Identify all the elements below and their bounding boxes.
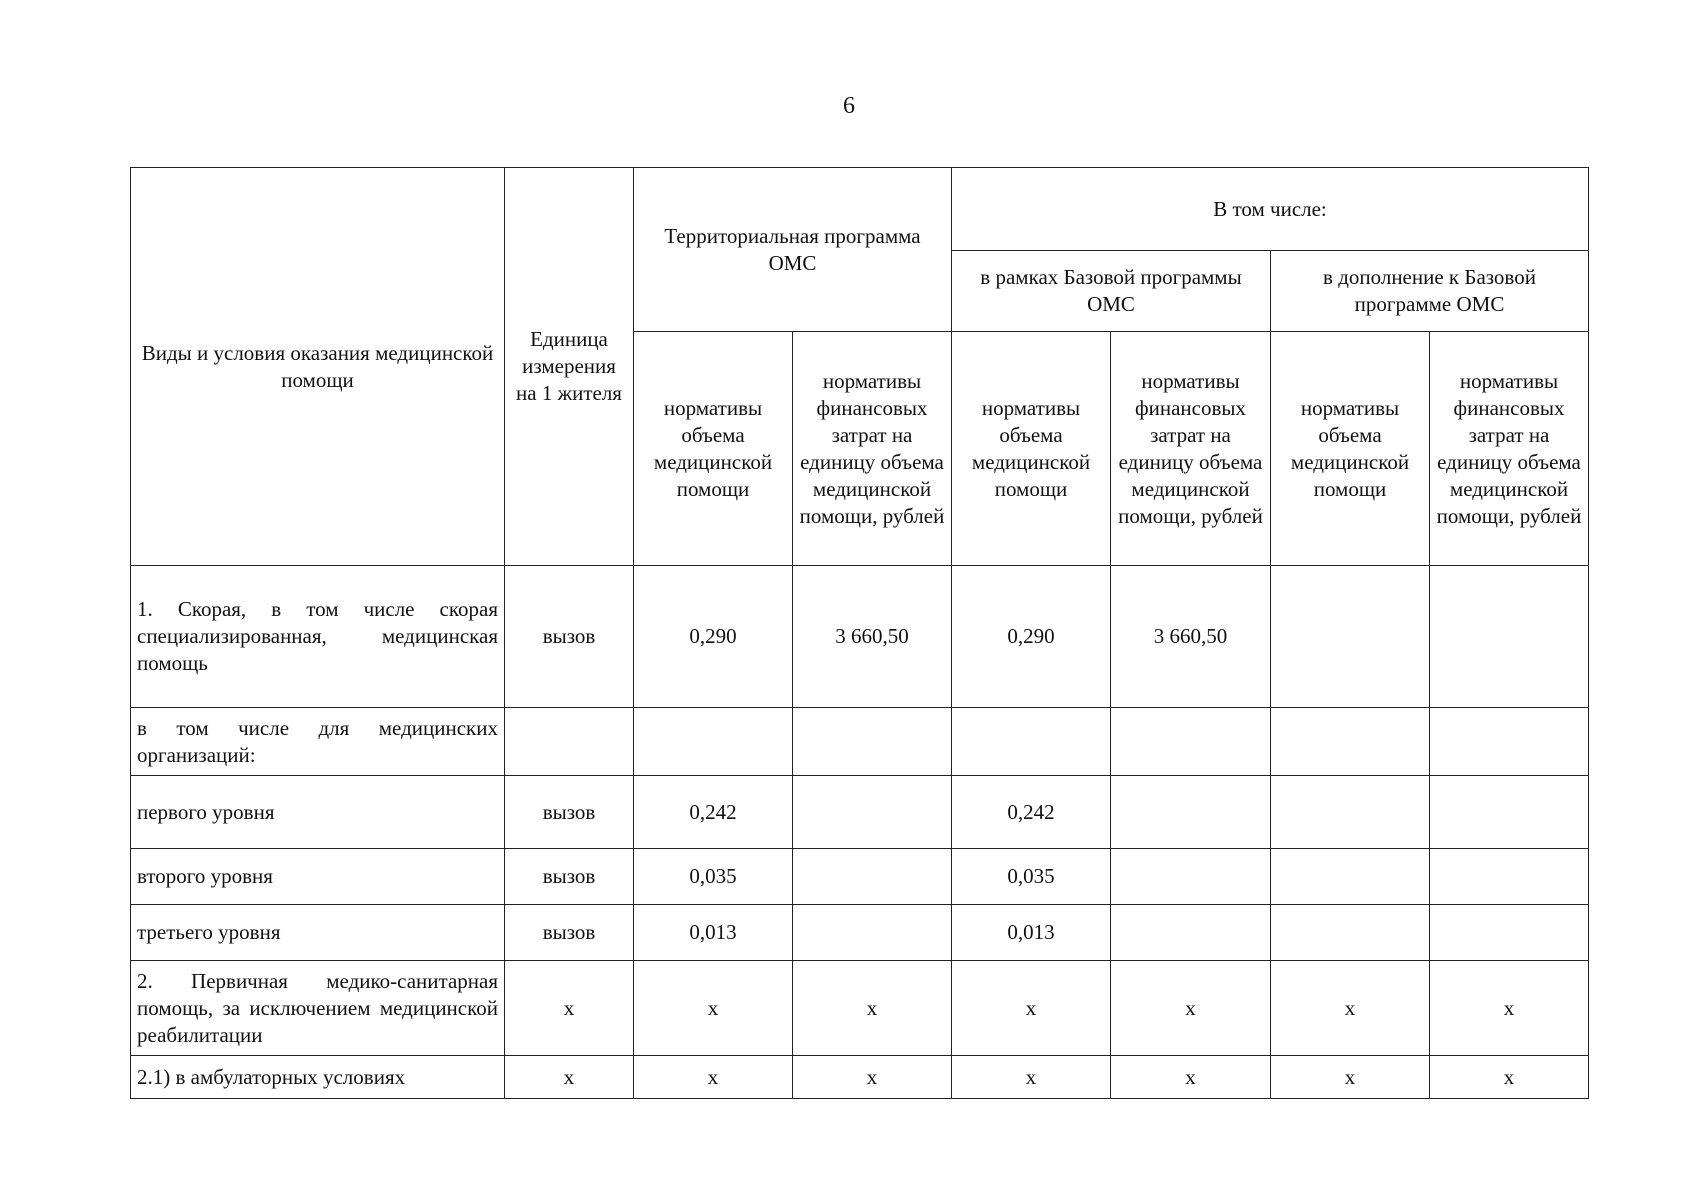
table-row-outpatient	[131, 1056, 1589, 1099]
row-add-volume	[1271, 776, 1430, 849]
row-label: 2.1) в амбулаторных условиях	[131, 1056, 505, 1099]
row-tp-cost	[793, 708, 952, 776]
row-tp-volume: 0,035	[634, 849, 793, 905]
row-base-volume: 0,290	[952, 566, 1111, 708]
row-base-volume: х	[952, 961, 1111, 1056]
row-unit: вызов	[505, 905, 634, 961]
row-tp-volume: 0,242	[634, 776, 793, 849]
row-tp-cost	[793, 849, 952, 905]
row-label: второго уровня	[131, 849, 505, 905]
row-add-volume	[1271, 566, 1430, 708]
row-base-cost: х	[1111, 961, 1271, 1056]
row-label: третьего уровня	[131, 905, 505, 961]
table-row-including-organizations	[131, 708, 1589, 776]
row-tp-cost: 3 660,50	[793, 566, 952, 708]
row-add-cost	[1430, 776, 1589, 849]
header-types-conditions: Виды и условия оказания медицинской помощи	[131, 168, 505, 566]
header-addition-base-program: в дополнение к Базовой программе ОМС	[1271, 251, 1589, 332]
table-row-second-level	[131, 849, 1589, 905]
row-unit: вызов	[505, 776, 634, 849]
header-unit: Единица измерения на 1 жителя	[505, 168, 634, 566]
row-unit: вызов	[505, 849, 634, 905]
row-base-cost	[1111, 708, 1271, 776]
row-base-volume	[952, 708, 1111, 776]
row-tp-cost	[793, 776, 952, 849]
row-add-cost	[1430, 905, 1589, 961]
row-base-volume: 0,013	[952, 905, 1111, 961]
row-add-cost: х	[1430, 1056, 1589, 1099]
row-label: первого уровня	[131, 776, 505, 849]
row-label: 1. Скорая, в том числе скорая специализированная, медицинская помощь	[131, 566, 505, 708]
header-tp-volume-norm: нормативы объема медицинской помощи	[634, 332, 793, 566]
table-row-third-level	[131, 905, 1589, 961]
row-add-cost	[1430, 566, 1589, 708]
row-add-cost	[1430, 849, 1589, 905]
row-base-cost: 3 660,50	[1111, 566, 1271, 708]
row-base-volume: х	[952, 1056, 1111, 1099]
row-add-volume	[1271, 849, 1430, 905]
row-tp-volume	[634, 708, 793, 776]
row-unit	[505, 708, 634, 776]
row-tp-cost	[793, 905, 952, 961]
row-base-cost: х	[1111, 1056, 1271, 1099]
row-base-cost	[1111, 905, 1271, 961]
row-tp-cost: х	[793, 961, 952, 1056]
row-add-volume: х	[1271, 961, 1430, 1056]
header-within-base-program: в рамках Базовой программы ОМС	[952, 251, 1271, 332]
row-unit: х	[505, 961, 634, 1056]
header-add-volume-norm: нормативы объема медицинской помощи	[1271, 332, 1430, 566]
header-base-volume-norm: нормативы объема медицинской помощи	[952, 332, 1111, 566]
row-add-cost: х	[1430, 961, 1589, 1056]
row-add-volume: х	[1271, 1056, 1430, 1099]
header-tp-cost-norm: нормативы финансовых затрат на единицу объема медицинской помощи, рублей	[793, 332, 952, 566]
row-tp-volume: х	[634, 1056, 793, 1099]
table-row-first-level	[131, 776, 1589, 849]
header-add-cost-norm: нормативы финансовых затрат на единицу объема медицинской помощи, рублей	[1430, 332, 1589, 566]
table-row-emergency-care	[131, 566, 1589, 708]
row-add-volume	[1271, 905, 1430, 961]
row-tp-volume: х	[634, 961, 793, 1056]
row-tp-volume: 0,290	[634, 566, 793, 708]
row-label: в том числе для медицинских организаций:	[131, 708, 505, 776]
row-add-volume	[1271, 708, 1430, 776]
row-unit: х	[505, 1056, 634, 1099]
row-tp-cost: х	[793, 1056, 952, 1099]
header-territorial-program: Территориальная программа ОМС	[634, 168, 952, 332]
row-base-volume: 0,035	[952, 849, 1111, 905]
row-unit: вызов	[505, 566, 634, 708]
row-base-cost	[1111, 776, 1271, 849]
row-tp-volume: 0,013	[634, 905, 793, 961]
page-number: 6	[843, 93, 855, 119]
row-add-cost	[1430, 708, 1589, 776]
row-base-volume: 0,242	[952, 776, 1111, 849]
table-row-primary-care	[131, 961, 1589, 1056]
medical-care-norms-table	[130, 167, 1589, 1099]
row-base-cost	[1111, 849, 1271, 905]
header-including: В том числе:	[952, 168, 1589, 251]
row-label: 2. Первичная медико-санитарная помощь, за исключением медицинской реабилитации	[131, 961, 505, 1056]
header-base-cost-norm: нормативы финансовых затрат на единицу объема медицинской помощи, рублей	[1111, 332, 1271, 566]
